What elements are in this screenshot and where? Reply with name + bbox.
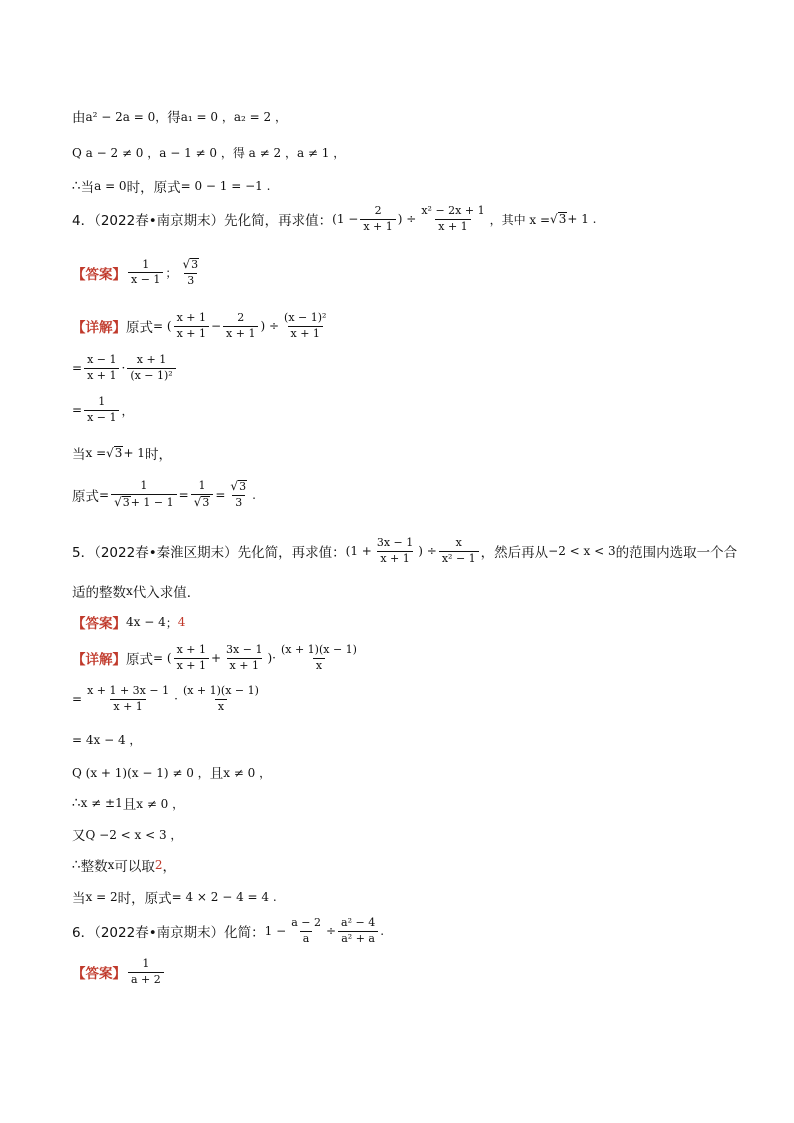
detail-tag: 【详解】: [72, 320, 126, 337]
fraction: $\frac{3x - 1}{x + 1}$: [226, 643, 263, 672]
question-4: [72, 205, 596, 233]
text: 当: [72, 891, 86, 907]
math: + 1: [123, 446, 145, 460]
detail-5-step-5: [72, 793, 184, 813]
fraction: 1 x − 1: [128, 259, 163, 287]
math: x: [126, 584, 133, 598]
question-5: [72, 537, 737, 565]
fraction: √ 3 3: [230, 479, 247, 509]
text: 的范围内选取一个合: [615, 545, 738, 562]
solution-line-1: [72, 106, 287, 126]
fraction: (x + 1)(x − 1) x: [182, 684, 259, 713]
text: 得: [167, 110, 181, 126]
math: =: [72, 403, 83, 418]
math: =: [99, 487, 110, 502]
text: 原式: [126, 652, 153, 669]
text: 原式: [72, 488, 99, 505]
therefore-symbol: ∴: [72, 178, 81, 194]
fraction: $\frac{1}{x - 1}$: [84, 396, 119, 424]
text: 且: [122, 797, 137, 813]
detail-5-step-6: [72, 824, 182, 844]
detail-tag: 【详解】: [72, 652, 126, 669]
question-heading: 5．（2022春•秦淮区期末）先化简，再求值：: [72, 545, 346, 562]
math: =: [72, 692, 83, 707]
text: 时，原式: [126, 180, 181, 196]
math: Q (x + 1)(x − 1) ≠ 0 ，: [72, 765, 210, 780]
math: x: [107, 858, 115, 872]
math: ) ÷: [418, 544, 437, 559]
detail-4-step-5: [72, 480, 256, 509]
fraction: $\frac{\text{x² − 2x + 1}}{x + 1}$: [421, 204, 485, 233]
answer-4: [72, 258, 204, 287]
text: 可以取: [114, 859, 155, 875]
detail-5: [72, 644, 362, 672]
fraction: $\frac{\text{a² − 4}}{\text{a² + a}}$: [338, 917, 378, 945]
fraction: $\frac{a - 2}{a}$: [291, 916, 321, 945]
math: = (: [153, 651, 172, 666]
text: 又: [72, 828, 86, 844]
detail-5-step-7: [72, 855, 176, 875]
detail-5-step-2: [72, 685, 264, 713]
fraction: 1 √ 3: [191, 480, 214, 509]
math: ) ÷: [397, 212, 417, 227]
math: ÷: [325, 924, 337, 939]
detail-5-step-3: [72, 731, 141, 748]
therefore-symbol: ∴: [72, 857, 81, 873]
math: ) ÷: [260, 319, 280, 334]
fraction: 1 a + 2: [128, 958, 164, 986]
math: 1 −: [264, 924, 287, 939]
fraction: $\frac{x - 1}{x + 1}$: [84, 354, 119, 382]
equation: = 0 − 1 = −1 .: [180, 179, 271, 193]
answer-tag: 【答案】: [72, 616, 126, 632]
text: ，然后再从: [480, 545, 549, 562]
answer-6: [72, 958, 166, 986]
value: 2: [154, 858, 163, 872]
math: = 4 × 2 − 4 = 4 .: [171, 890, 277, 904]
fraction: $\frac{2}{x + 1}$: [223, 312, 258, 340]
detail-4-step-2: [72, 354, 178, 382]
math: x ≠ 0 ，: [223, 765, 272, 780]
answer-5: [72, 612, 185, 632]
math: x ≠ 0 ，: [136, 796, 185, 811]
fraction: x + 1 x + 1: [174, 644, 209, 672]
math: +: [210, 651, 222, 666]
solution-line-3: [72, 176, 270, 196]
sqrt: √ 3: [550, 212, 567, 227]
question-6: [72, 917, 384, 945]
math: = 4x − 4 ，: [72, 733, 142, 747]
math: =: [215, 487, 226, 502]
answer-value: 4: [177, 615, 186, 629]
text: 适的整数: [72, 585, 126, 601]
equation: a₁ = 0 ，a₂ = 2 ，: [180, 109, 287, 124]
math: = (: [153, 319, 172, 334]
fraction: (x + 1)(x − 1) x: [280, 643, 357, 672]
detail-5-step-8: [72, 887, 277, 907]
equation: a² − 2a = 0，: [85, 109, 168, 124]
text: 当: [80, 180, 95, 196]
math: (1 +: [345, 544, 372, 559]
math: + 1 .: [567, 212, 597, 227]
fraction: √ 3 3: [182, 257, 199, 287]
math: .: [252, 487, 256, 502]
math: −: [210, 319, 222, 334]
text: 原式: [126, 320, 153, 337]
math: )·: [267, 651, 276, 666]
fraction: x + 1 (x − 1)²: [127, 354, 175, 382]
therefore-symbol: ∴: [72, 795, 81, 811]
detail-4-step-4: [72, 443, 172, 463]
fraction: $\frac{x}{\text{x² − 1}}$: [439, 537, 479, 565]
fraction: 1 √ 3 + 1 − 1: [111, 480, 177, 509]
math: x =: [85, 446, 107, 460]
equation: a = 0: [94, 179, 127, 193]
answer-value: 4x − 4: [126, 615, 166, 629]
answer-tag: 【答案】: [72, 266, 126, 283]
math: =: [72, 361, 83, 376]
math: =: [178, 487, 189, 502]
answer-tag: 【答案】: [72, 966, 126, 983]
fraction: $\frac{x + 1 + 3x - 1}{x + 1}$: [87, 684, 170, 713]
fraction: $\frac{\text{(x − 1)²}}{x + 1}$: [284, 311, 327, 340]
text: 时，: [144, 447, 172, 463]
math: ，: [121, 403, 134, 418]
math: −2 < x < 3: [548, 544, 616, 559]
math: x ≠ ±1: [80, 796, 123, 810]
fraction: $\frac{2}{x + 1}$: [360, 205, 395, 233]
text: 代入求值．: [132, 585, 201, 601]
text: ，: [162, 859, 177, 875]
text: 时，原式: [117, 891, 172, 907]
text: 且: [209, 766, 224, 782]
math: ·: [174, 692, 178, 707]
solution-line-2: [72, 144, 345, 161]
math: ·: [121, 361, 126, 376]
text: 由: [72, 110, 86, 126]
detail-5-step-4: [72, 762, 271, 782]
math: (1 −: [332, 212, 359, 227]
math: .: [380, 924, 385, 939]
sqrt: √ 3: [106, 445, 123, 460]
separator: ；: [165, 615, 178, 630]
math: x = 2: [85, 890, 118, 904]
text: 整数: [80, 859, 108, 875]
question-heading: 6．（2022春•南京期末）化简：: [72, 925, 265, 942]
separator: ；: [165, 266, 178, 281]
detail-4: [72, 312, 331, 340]
text: 当: [72, 447, 86, 463]
math: ，其中 x =: [489, 212, 551, 227]
condition: Q a − 2 ≠ 0 ，a − 1 ≠ 0 ，得 a ≠ 2 ，a ≠ 1 ，: [72, 146, 346, 160]
math: Q −2 < x < 3 ，: [85, 827, 183, 842]
question-heading: 4．（2022春•南京期末）先化简，再求值：: [72, 213, 333, 230]
fraction: $\frac{3x - 1}{x + 1}$: [376, 536, 414, 565]
fraction: x + 1 x + 1: [174, 312, 209, 340]
detail-4-step-3: [72, 396, 134, 424]
question-5-cont: [72, 581, 200, 601]
